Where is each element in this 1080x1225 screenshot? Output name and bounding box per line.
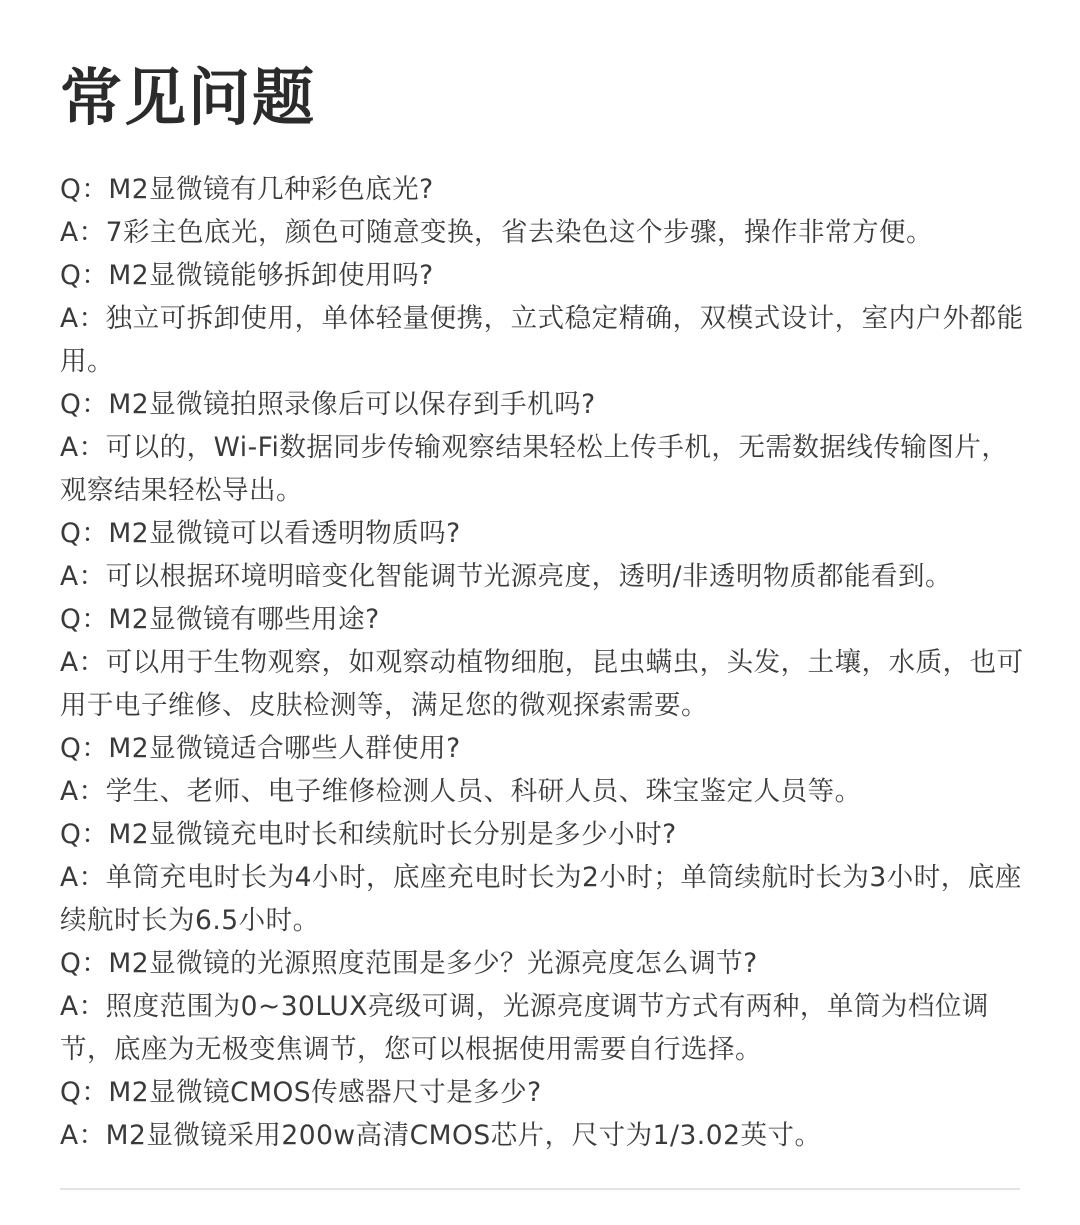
faq-question: Q：M2显微镜适合哪些人群使用? [60,733,461,764]
faq-question: Q：M2显微镜可以看透明物质吗? [60,518,461,549]
page-title: 常见问题 [60,61,317,134]
faq-item [60,383,1030,512]
faq-item [60,1071,1030,1157]
faq-answer: A：单筒充电时长为4小时，底座充电时长为2小时；单筒续航时长为3小时，底座续航时长为6.5小时。 [60,862,1022,936]
faq-item [60,254,1030,383]
faq-answer: A：M2显微镜采用200w高清CMOS芯片，尺寸为1/3.02英寸。 [60,1120,822,1151]
faq-question: Q：M2显微镜有哪些用途? [60,604,380,635]
faq-answer: A：7彩主色底光，颜色可随意变换，省去染色这个步骤，操作非常方便。 [60,217,933,248]
faq-question: Q：M2显微镜充电时长和续航时长分别是多少小时? [60,819,677,850]
faq-question: Q：M2显微镜拍照录像后可以保存到手机吗? [60,389,596,420]
faq-item [60,512,1030,598]
faq-item [60,813,1030,942]
faq-question: Q：M2显微镜CMOS传感器尺寸是多少? [60,1077,542,1108]
faq-answer: A：可以的，Wi-Fi数据同步传输观察结果轻松上传手机，无需数据线传输图片，观察结果轻松导出。 [60,432,1009,506]
faq-answer: A：学生、老师、电子维修检测人员、科研人员、珠宝鉴定人员等。 [60,776,862,807]
faq-answer: A：可以用于生物观察，如观察动植物细胞，昆虫螨虫，头发，土壤，水质，也可用于电子维修、皮肤检测等，满足您的微观探索需要。 [60,647,1024,721]
faq-list [60,168,1030,1157]
faq-question: Q：M2显微镜能够拆卸使用吗? [60,260,434,291]
faq-item [60,942,1030,1071]
faq-question: Q：M2显微镜的光源照度范围是多少？光源亮度怎么调节? [60,948,758,979]
faq-item [60,727,1030,813]
faq-answer: A：可以根据环境明暗变化智能调节光源亮度，透明/非透明物质都能看到。 [60,561,953,592]
bottom-divider [60,1188,1020,1190]
faq-answer: A：独立可拆卸使用，单体轻量便携，立式稳定精确，双模式设计，室内户外都能用。 [60,303,1024,377]
faq-question: Q：M2显微镜有几种彩色底光? [60,174,434,205]
faq-item [60,168,1030,254]
faq-item [60,598,1030,727]
faq-answer: A：照度范围为0~30LUX亮级可调，光源亮度调节方式有两种，单筒为档位调节，底座为无极变焦调节，您可以根据使用需要自行选择。 [60,991,989,1065]
